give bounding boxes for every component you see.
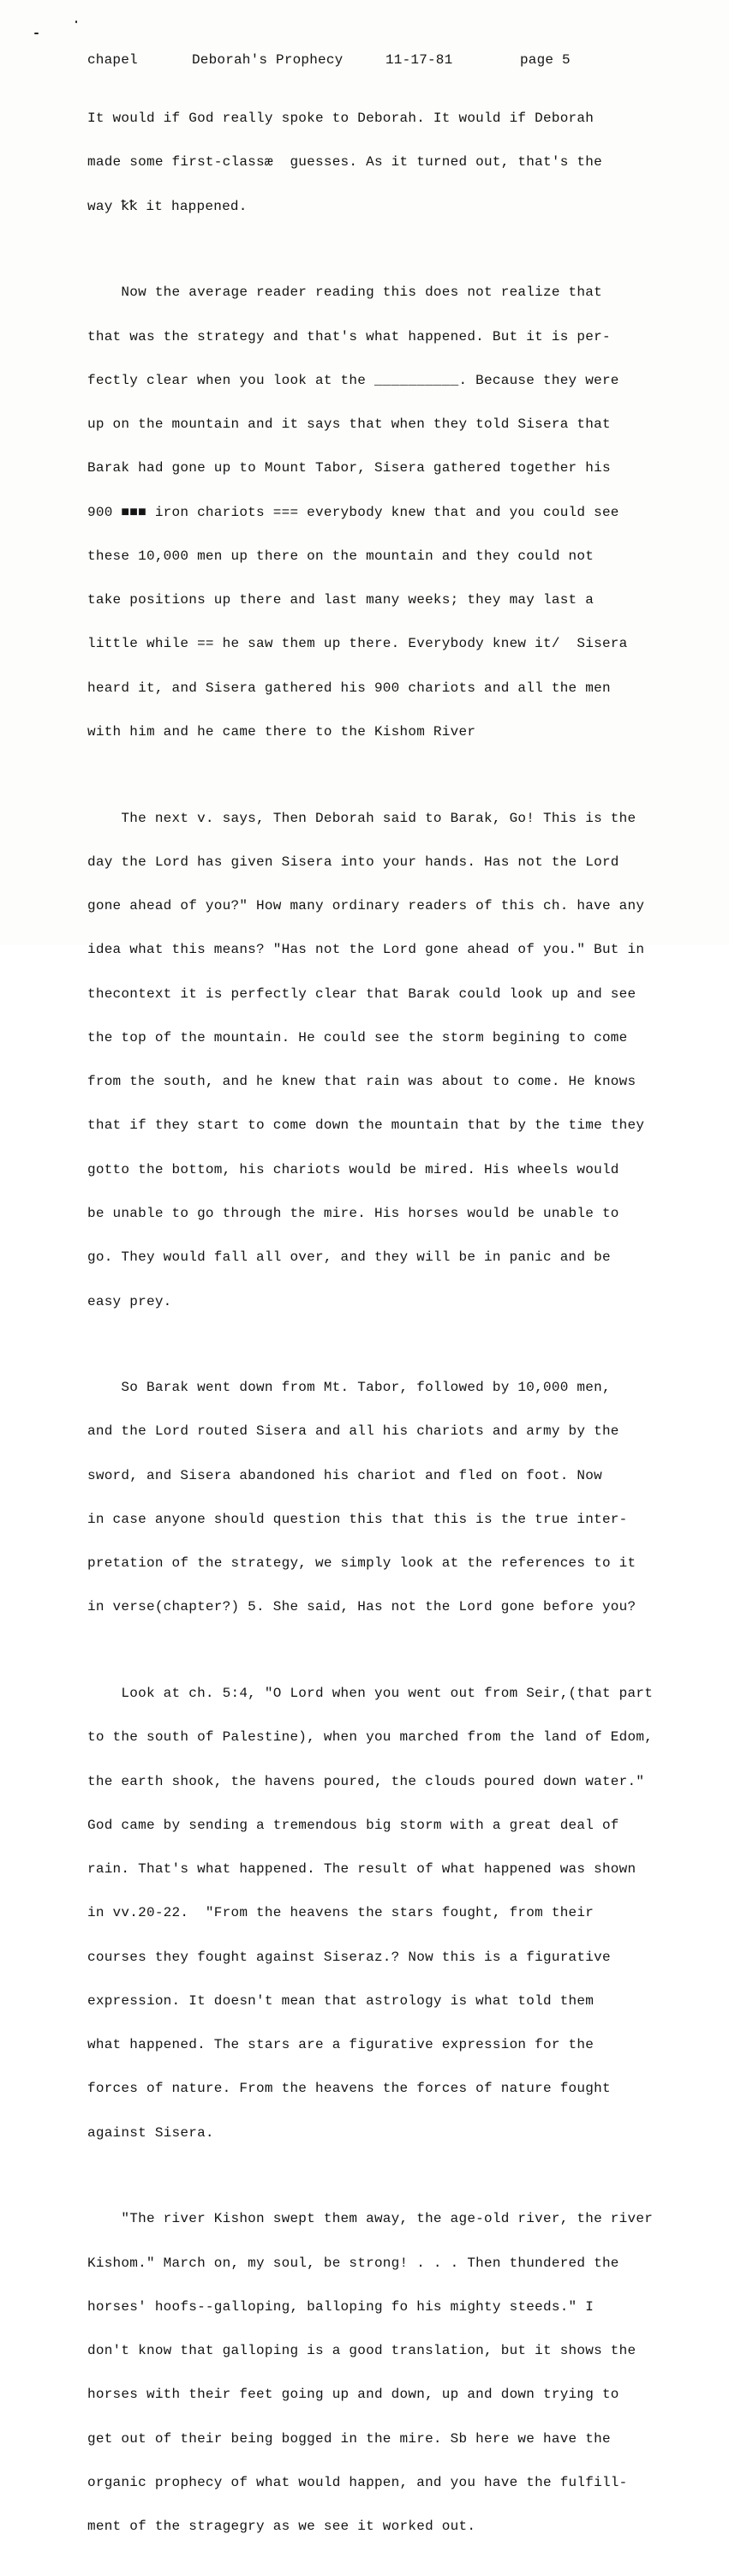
header-title: Deborah's Prophecy: [192, 52, 344, 68]
paragraph: [87, 1351, 704, 1644]
text-line: courses they fought against Siseraz.? Now this is a figurative: [87, 1949, 611, 1965]
text-line: little while == he saw them up there. Everybody knew it/ Sisera: [87, 636, 628, 652]
text-line: get out of their being bogged in the mire. Sb here we have the: [87, 2430, 611, 2447]
text-line: from the south, and he knew that rain was about to come. He knows: [87, 1074, 636, 1090]
text-line: "The river Kishon swept them away, the age-old river, the river: [87, 2211, 654, 2227]
text-line: be unable to go through the mire. His horses would be unable to: [87, 1206, 619, 1222]
text-line: with him and he came there to the Kishom River: [87, 724, 476, 740]
text-line: in case anyone should question this that this is the true inter-: [87, 1511, 628, 1527]
paragraph: [87, 1657, 704, 2170]
text-line: day the Lord has given Sisera into your hands. Has not the Lord: [87, 854, 619, 870]
text-line: ment of the stragegry as we see it worked out.: [87, 2519, 476, 2535]
text-line: idea what this means? "Has not the Lord gone ahead of you." But in: [87, 942, 645, 958]
text-line: Now the average reader reading this does not realize that: [87, 285, 602, 301]
text-line: what happened. The stars are a figurative expression for the: [87, 2037, 595, 2053]
text-line: organic prophecy of what would happen, and you have the fulfill-: [87, 2474, 628, 2490]
paragraph: [87, 256, 704, 769]
text-line: rain. That's what happened. The result of what happened was shown: [87, 1861, 636, 1878]
text-line: The next v. says, Then Deborah said to Barak, Go! This is the: [87, 810, 636, 826]
text-line: that was the strategy and that's what happened. But it is per-: [87, 328, 611, 344]
text-line: horses with their feet going up and down, up and down trying to: [87, 2387, 619, 2403]
header-page-number: page 5: [520, 52, 571, 68]
text-line: 900 ■■■ iron chariots === everybody knew that and you could see: [87, 504, 619, 520]
text-line: horses' hoofs--galloping, balloping fo his mighty steeds." I: [87, 2298, 595, 2315]
text-line: pretation of the strategy, we simply look at the references to it: [87, 1555, 636, 1572]
body-text: [87, 82, 704, 2576]
text-line: forces of nature. From the heavens the forces of nature fought: [87, 2081, 611, 2097]
text-line: to the south of Palestine), when you marched from the land of Edom,: [87, 1729, 654, 1746]
paragraph: [87, 782, 704, 1339]
paragraph: [87, 2183, 704, 2563]
header-label: chapel: [87, 52, 138, 68]
text-line: don't know that galloping is a good translation, but it shows the: [87, 2343, 636, 2359]
text-line: and the Lord routed Sisera and all his chariots and army by the: [87, 1423, 619, 1440]
paragraph: [87, 82, 704, 243]
text-line: Look at ch. 5:4, "O Lord when you went out from Seir,(that part: [87, 1685, 654, 1701]
text-line: Barak had gone up to Mount Tabor, Sisera gathered together his: [87, 460, 611, 476]
text-line: expression. It doesn't mean that astrology is what told them: [87, 1992, 595, 2009]
text-line: made some first-classæ guesses. As it turned out, that's the: [87, 154, 602, 171]
text-line: It would if God really spoke to Deborah. It would if Deborah: [87, 111, 595, 127]
paper-speck: [34, 33, 39, 34]
text-line: fectly clear when you look at the __________. Because they were: [87, 372, 619, 388]
text-line: against Sisera.: [87, 2124, 214, 2141]
text-line: Kishom." March on, my soul, be strong! . . . Then thundered the: [87, 2255, 619, 2271]
text-line: So Barak went down from Mt. Tabor, followed by 10,000 men,: [87, 1380, 611, 1396]
text-line: gone ahead of you?" How many ordinary readers of this ch. have any: [87, 898, 645, 914]
text-line: go. They would fall all over, and they will be in panic and be: [87, 1249, 611, 1266]
text-line: way ꝁꝁ it happened.: [87, 198, 248, 214]
text-line: heard it, and Sisera gathered his 900 chariots and all the men: [87, 680, 611, 696]
text-line: gotto the bottom, his chariots would be mired. His wheels would: [87, 1161, 619, 1177]
text-line: thecontext it is perfectly clear that Barak could look up and see: [87, 985, 636, 1002]
text-line: the earth shook, the havens poured, the clouds poured down water.": [87, 1773, 645, 1789]
text-line: take positions up there and last many weeks; they may last a: [87, 592, 595, 608]
text-line: easy prey.: [87, 1293, 172, 1309]
text-line: these 10,000 men up there on the mountain and they could not: [87, 548, 595, 564]
text-line: sword, and Sisera abandoned his chariot and fled on foot. Now: [87, 1467, 602, 1483]
text-line: the top of the mountain. He could see the storm begining to come: [87, 1029, 628, 1045]
text-line: in vv.20-22. "From the heavens the stars fought, from their: [87, 1905, 595, 1921]
paper-speck: [75, 21, 77, 23]
text-line: that if they start to come down the mountain that by the time they: [87, 1117, 645, 1134]
text-line: up on the mountain and it says that when they told Sisera that: [87, 416, 611, 433]
text-line: God came by sending a tremendous big storm with a great deal of: [87, 1817, 619, 1833]
header-date: 11-17-81: [385, 52, 453, 68]
text-line: in verse(chapter?) 5. She said, Has not the Lord gone before you?: [87, 1599, 636, 1615]
